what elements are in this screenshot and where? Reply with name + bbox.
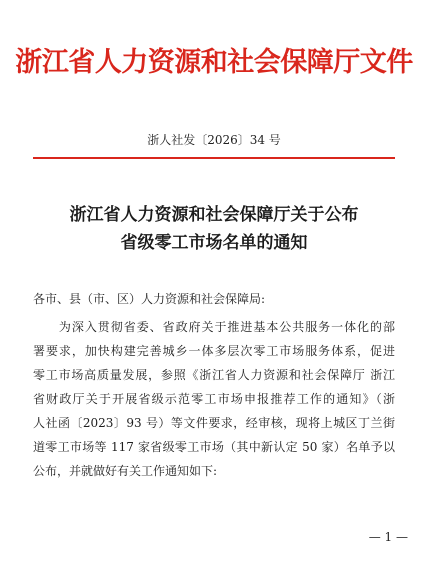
body-line: 为深入贯彻省委、省政府关于推进基本公共服务一体化的部: [33, 320, 395, 334]
body-paragraph: [33, 315, 395, 483]
page-number: — 1 —: [368, 530, 408, 544]
body-line: 省财政厅关于开展省级示范零工市场申报推荐工作的通知》（浙: [33, 392, 395, 406]
body-line: 公布，并就做好有关工作通知如下:: [33, 464, 218, 478]
notice-title-line-2: 省级零工市场名单的通知: [120, 233, 308, 253]
document-header-title: 浙江省人力资源和社会保障厅文件: [15, 47, 413, 78]
body-line: 署要求，加快构建完善城乡一体多层次零工市场服务体系，促进: [33, 344, 395, 358]
body-line: 人社函〔2023〕93 号）等文件要求，经审核，现将上城区丁兰街: [33, 416, 395, 430]
red-divider-line: [33, 157, 395, 159]
body-line: 零工市场高质量发展，参照《浙江省人力资源和社会保障厅 浙江: [33, 368, 395, 382]
notice-title: [0, 201, 428, 257]
notice-title-line-1: 浙江省人力资源和社会保障厅关于公布: [69, 205, 359, 225]
document-number: 浙人社发〔2026〕34 号: [147, 133, 281, 147]
body-line: 道零工市场等 117 家省级零工市场（其中新认定 50 家）名单予以: [33, 440, 395, 454]
salutation: 各市、县（市、区）人力资源和社会保障局:: [33, 292, 266, 306]
